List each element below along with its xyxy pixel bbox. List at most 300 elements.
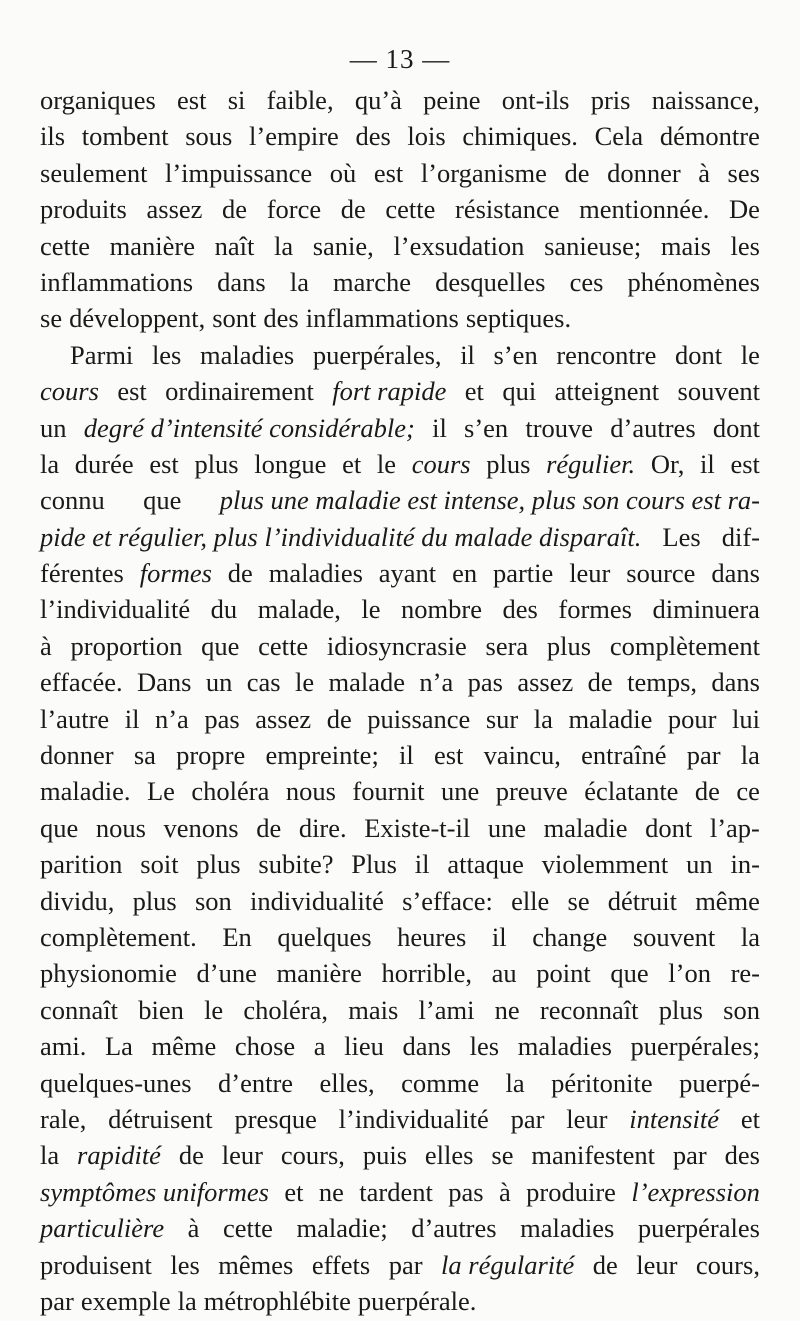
word: assez: [517, 667, 574, 698]
word: bien: [138, 994, 184, 1025]
word: exemple: [80, 1285, 171, 1316]
word: diminuera: [652, 594, 760, 625]
text-line: [40, 1174, 760, 1210]
word: soit: [140, 849, 179, 880]
word: manifestent: [531, 1140, 655, 1171]
text-line: [40, 591, 760, 627]
word: ont-ils: [501, 85, 570, 115]
text-line: [40, 410, 760, 446]
word: pour: [667, 703, 717, 734]
word: les: [730, 230, 760, 261]
word: un: [205, 667, 233, 698]
word: Le: [146, 776, 175, 807]
word: est: [730, 448, 760, 479]
text-line: [40, 1210, 760, 1246]
word: puerpérale.: [357, 1285, 477, 1316]
word: l’individualité: [40, 594, 191, 625]
word: preuve: [495, 776, 568, 807]
word: l’on: [668, 958, 711, 989]
word: Dans: [137, 667, 192, 698]
word: cette: [385, 194, 436, 225]
word: maladies: [520, 1213, 615, 1244]
word: se: [491, 1140, 514, 1171]
word: re-: [730, 958, 760, 989]
word: n’a: [419, 667, 454, 698]
word: cette: [222, 1213, 273, 1244]
word: empreinte;: [265, 740, 379, 771]
word: faible,: [266, 85, 334, 115]
word: la: [740, 740, 760, 771]
word: inflammations: [305, 303, 459, 334]
word: l’impuissance: [165, 157, 313, 188]
word: sera: [485, 630, 529, 661]
text-line: [40, 228, 760, 264]
word: manière: [276, 958, 362, 989]
word: mentionnée.: [579, 194, 710, 225]
word: produits: [40, 194, 127, 225]
word: La: [104, 1031, 133, 1062]
word: De: [729, 194, 760, 225]
word: cas: [246, 667, 281, 698]
word: Or,: [650, 448, 685, 479]
word: ses: [727, 157, 760, 188]
word: mêmes: [218, 1249, 294, 1280]
text-line: [40, 82, 760, 118]
word: il: [700, 448, 715, 479]
word: phénomènes: [627, 266, 760, 297]
text-line: [40, 1283, 760, 1319]
word: organiques: [40, 85, 156, 115]
word: degré d’intensité considérable;: [83, 412, 415, 443]
word: la: [505, 1067, 525, 1098]
word: elle: [511, 885, 550, 916]
word: plus: [486, 448, 531, 479]
text-line: [40, 118, 760, 154]
word: le: [740, 339, 760, 370]
word: l’ami: [418, 994, 475, 1025]
word: plus: [546, 630, 592, 661]
text-line: [40, 992, 760, 1028]
word: à: [187, 1213, 200, 1244]
word: cette: [40, 230, 91, 261]
word: Cela: [594, 121, 644, 152]
word: quelques: [277, 921, 372, 952]
word: l’ap-: [709, 812, 760, 843]
word: desquelles: [435, 266, 546, 297]
text-line: [40, 482, 760, 518]
word: propre: [176, 740, 246, 771]
word: donner: [40, 740, 114, 771]
word: subite?: [258, 849, 334, 880]
word: Existe-t-il: [364, 812, 471, 843]
word: effets: [311, 1249, 371, 1280]
word: change: [532, 921, 608, 952]
word: d’autres: [610, 412, 696, 443]
word: puissance: [367, 703, 471, 734]
text-line: [40, 701, 760, 737]
word: chimiques.: [462, 121, 578, 152]
word: donner: [607, 157, 681, 188]
word: s’en: [464, 412, 509, 443]
word: férentes: [40, 558, 124, 589]
word: est: [373, 157, 404, 188]
word: maladie: [568, 703, 653, 734]
text-line: [40, 1028, 760, 1064]
word: formes: [139, 558, 212, 589]
word: sa: [133, 740, 156, 771]
word: dif-: [721, 521, 760, 552]
word: longue: [254, 448, 327, 479]
word: métrophlébite: [203, 1285, 351, 1316]
word: peine: [423, 85, 481, 115]
text-line: [40, 810, 760, 846]
word: à: [40, 630, 52, 661]
word: seulement: [40, 157, 148, 188]
text-line: [40, 337, 760, 373]
word: dividu,: [40, 885, 115, 916]
word: connu: [40, 485, 105, 516]
word: une: [487, 812, 527, 843]
word: dont: [712, 412, 760, 443]
word: l’individualité: [338, 1103, 489, 1134]
word: son: [194, 885, 232, 916]
word: maladies: [268, 558, 363, 589]
word: résistance: [455, 194, 560, 225]
word: qu’à: [354, 85, 402, 115]
word: l’organisme: [420, 157, 547, 188]
word: régulier.: [546, 448, 636, 479]
word: de: [222, 194, 248, 225]
word: pide et régulier, plus l’individualité du malade disparaît.: [40, 521, 642, 552]
word: de: [178, 1140, 204, 1171]
word: venons: [163, 812, 239, 843]
word: la: [40, 448, 60, 479]
word: presque: [234, 1103, 317, 1134]
word: puerpérales,: [312, 339, 442, 370]
word: et: [464, 376, 484, 407]
text-line: [40, 300, 760, 336]
text-line: [40, 446, 760, 482]
word: elles,: [319, 1067, 375, 1098]
word: éclatante: [584, 776, 679, 807]
word: leur: [221, 1140, 263, 1171]
word: reconnaît: [539, 994, 639, 1025]
word: trouve: [525, 412, 594, 443]
text-line: [40, 664, 760, 700]
word: les: [469, 1031, 500, 1062]
word: rale,: [40, 1103, 87, 1134]
word: ayant: [378, 558, 437, 589]
word: dont: [645, 812, 693, 843]
word: dans: [711, 667, 760, 698]
word: de: [326, 703, 352, 734]
text-line: [40, 1101, 760, 1137]
word: a: [313, 1031, 326, 1062]
word: s’en: [493, 339, 538, 370]
word: violemment: [541, 849, 669, 880]
word: à: [499, 1176, 511, 1207]
word: lois: [407, 121, 446, 152]
word: où: [329, 157, 357, 188]
word: connaît: [40, 994, 118, 1025]
word: des: [724, 1140, 760, 1171]
word: source: [626, 558, 696, 589]
word: d’autres: [411, 1213, 497, 1244]
word: plus: [196, 849, 241, 880]
word: pris: [590, 85, 631, 115]
word: par: [388, 1249, 423, 1280]
word: cours,: [695, 1249, 760, 1280]
word: de: [587, 667, 613, 698]
word: péritonite: [551, 1067, 653, 1098]
word: Parmi: [70, 339, 134, 370]
word: particulière: [40, 1213, 165, 1244]
word: ce: [736, 776, 760, 807]
word: assez: [146, 194, 203, 225]
text-line: [40, 1137, 760, 1173]
word: symptômes uniformes: [40, 1176, 269, 1207]
word: lieu: [344, 1031, 384, 1062]
word: ne: [318, 1176, 344, 1207]
word: assez: [255, 703, 312, 734]
word: durée: [74, 448, 134, 479]
word: produire: [526, 1176, 616, 1207]
word: des: [502, 594, 538, 625]
word: effacée.: [40, 667, 123, 698]
text-line: [40, 373, 760, 409]
word: l’expression: [631, 1176, 760, 1207]
word: la régularité: [441, 1249, 575, 1280]
word: pas: [204, 703, 240, 734]
word: ami.: [40, 1031, 87, 1062]
word: et: [342, 448, 362, 479]
word: dont: [675, 339, 723, 370]
word: physionomie: [40, 958, 177, 989]
word: par: [510, 1103, 545, 1134]
word: par: [40, 1285, 74, 1316]
word: la: [273, 230, 294, 261]
word: individualité: [249, 885, 384, 916]
word: est: [149, 448, 179, 479]
word: il: [399, 740, 414, 771]
word: entraîné: [581, 740, 667, 771]
word: la: [177, 1285, 197, 1316]
word: qui: [502, 376, 537, 407]
word: d’une: [196, 958, 257, 989]
word: que: [610, 958, 649, 989]
word: détruisent: [108, 1103, 213, 1134]
text-line: [40, 1247, 760, 1283]
word: à: [698, 157, 710, 188]
word: ces: [569, 266, 604, 297]
word: cours: [40, 376, 99, 407]
word: il: [414, 849, 430, 880]
word: maladies: [200, 339, 295, 370]
word: développent,: [69, 303, 206, 334]
word: dire.: [298, 812, 347, 843]
word: cours,: [280, 1140, 345, 1171]
word: malade,: [257, 594, 341, 625]
word: puerpérales: [637, 1213, 760, 1244]
word: et: [740, 1103, 760, 1134]
word: manière: [109, 230, 195, 261]
word: une: [440, 776, 480, 807]
word: comme: [401, 1067, 480, 1098]
word: intensité: [629, 1103, 720, 1134]
word: d’entre: [218, 1067, 294, 1098]
word: sous: [185, 121, 233, 152]
word: pas: [467, 667, 503, 698]
word: souvent: [677, 376, 760, 407]
word: maladies: [517, 1031, 612, 1062]
text-line: [40, 737, 760, 773]
text-line: [40, 628, 760, 664]
word: un: [40, 412, 67, 443]
word: malade: [328, 667, 406, 698]
word: détruit: [607, 885, 677, 916]
word: l’autre: [40, 703, 110, 734]
word: de: [227, 558, 253, 589]
text-line: [40, 555, 760, 591]
word: Les: [662, 521, 701, 552]
text-line: [40, 883, 760, 919]
word: le: [204, 994, 224, 1025]
word: quelques-unes: [40, 1067, 192, 1098]
word: ordinairement: [165, 376, 314, 407]
word: dans: [217, 266, 266, 297]
word: inflammations: [40, 266, 194, 297]
word: pas: [448, 1176, 484, 1207]
word: formes: [558, 594, 632, 625]
word: force: [266, 194, 322, 225]
word: par: [672, 1140, 707, 1171]
word: est: [117, 376, 147, 407]
word: est: [433, 740, 464, 771]
word: plus une maladie est intense, plus son cours est ra-: [219, 485, 760, 516]
word: l’empire: [249, 121, 339, 152]
word: sur: [485, 703, 519, 734]
word: elles: [424, 1140, 474, 1171]
word: mais: [660, 230, 711, 261]
word: marche: [333, 266, 412, 297]
word: atteignent: [554, 376, 660, 407]
text-line: [40, 773, 760, 809]
word: nous: [285, 776, 336, 807]
word: la: [533, 703, 553, 734]
word: nombre: [401, 594, 482, 625]
word: proportion: [70, 630, 183, 661]
word: se: [40, 303, 63, 334]
word: produisent: [40, 1249, 152, 1280]
word: sont: [212, 303, 257, 334]
word: que: [143, 485, 182, 516]
word: de: [564, 157, 590, 188]
word: plus: [132, 885, 177, 916]
word: septiques.: [465, 303, 572, 334]
word: rencontre: [556, 339, 657, 370]
word: fort rapide: [332, 376, 447, 407]
page-number: — 13 —: [349, 44, 451, 74]
word: En: [222, 921, 252, 952]
word: naît: [214, 230, 255, 261]
word: plus: [194, 448, 239, 479]
word: de: [592, 1249, 618, 1280]
body-text: [40, 82, 760, 1319]
word: maladie.: [40, 776, 131, 807]
word: le: [361, 594, 381, 625]
word: ne: [494, 994, 520, 1025]
word: si: [227, 85, 246, 115]
text-line: [40, 155, 760, 191]
word: nous: [95, 812, 146, 843]
word: leur: [569, 558, 611, 589]
word: est: [177, 85, 207, 115]
word: mais: [348, 994, 399, 1025]
text-line: [40, 264, 760, 300]
word: cours: [411, 448, 471, 479]
word: son: [723, 994, 760, 1025]
word: il: [124, 703, 140, 734]
word: que: [40, 812, 79, 843]
word: partie: [492, 558, 554, 589]
word: et: [284, 1176, 304, 1207]
word: cette: [258, 630, 309, 661]
word: de: [256, 812, 282, 843]
word: choléra: [191, 776, 270, 807]
word: de: [340, 194, 366, 225]
word: dans: [402, 1031, 452, 1062]
word: leur: [566, 1103, 608, 1134]
word: le: [376, 448, 397, 479]
word: in-: [730, 849, 760, 880]
word: vaincu,: [483, 740, 561, 771]
word: démontre: [659, 121, 760, 152]
word: point: [536, 958, 591, 989]
word: puerpé-: [679, 1067, 760, 1098]
word: de: [694, 776, 720, 807]
word: s’efface:: [402, 885, 493, 916]
word: n’a: [154, 703, 189, 734]
word: même: [151, 1031, 217, 1062]
word: maladie;: [296, 1213, 388, 1244]
word: tardent: [359, 1176, 433, 1207]
word: plus: [658, 994, 703, 1025]
word: même: [695, 885, 760, 916]
word: temps,: [627, 667, 698, 698]
word: les: [170, 1249, 200, 1280]
text-line: [40, 519, 760, 555]
word: heures: [397, 921, 467, 952]
word: ils: [40, 121, 66, 152]
word: dans: [711, 558, 760, 589]
word: du: [210, 594, 238, 625]
text-line: [40, 919, 760, 955]
word: en: [452, 558, 478, 589]
word: puis: [362, 1140, 408, 1171]
word: que: [201, 630, 240, 661]
text-line: [40, 191, 760, 227]
word: parition: [40, 849, 123, 880]
word: la: [289, 266, 309, 297]
word: horrible,: [381, 958, 472, 989]
word: les: [151, 339, 182, 370]
word: par: [686, 740, 721, 771]
word: maladie: [543, 812, 628, 843]
word: un: [686, 849, 713, 880]
word: se: [567, 885, 590, 916]
word: il: [460, 339, 475, 370]
word: sanie,: [312, 230, 374, 261]
